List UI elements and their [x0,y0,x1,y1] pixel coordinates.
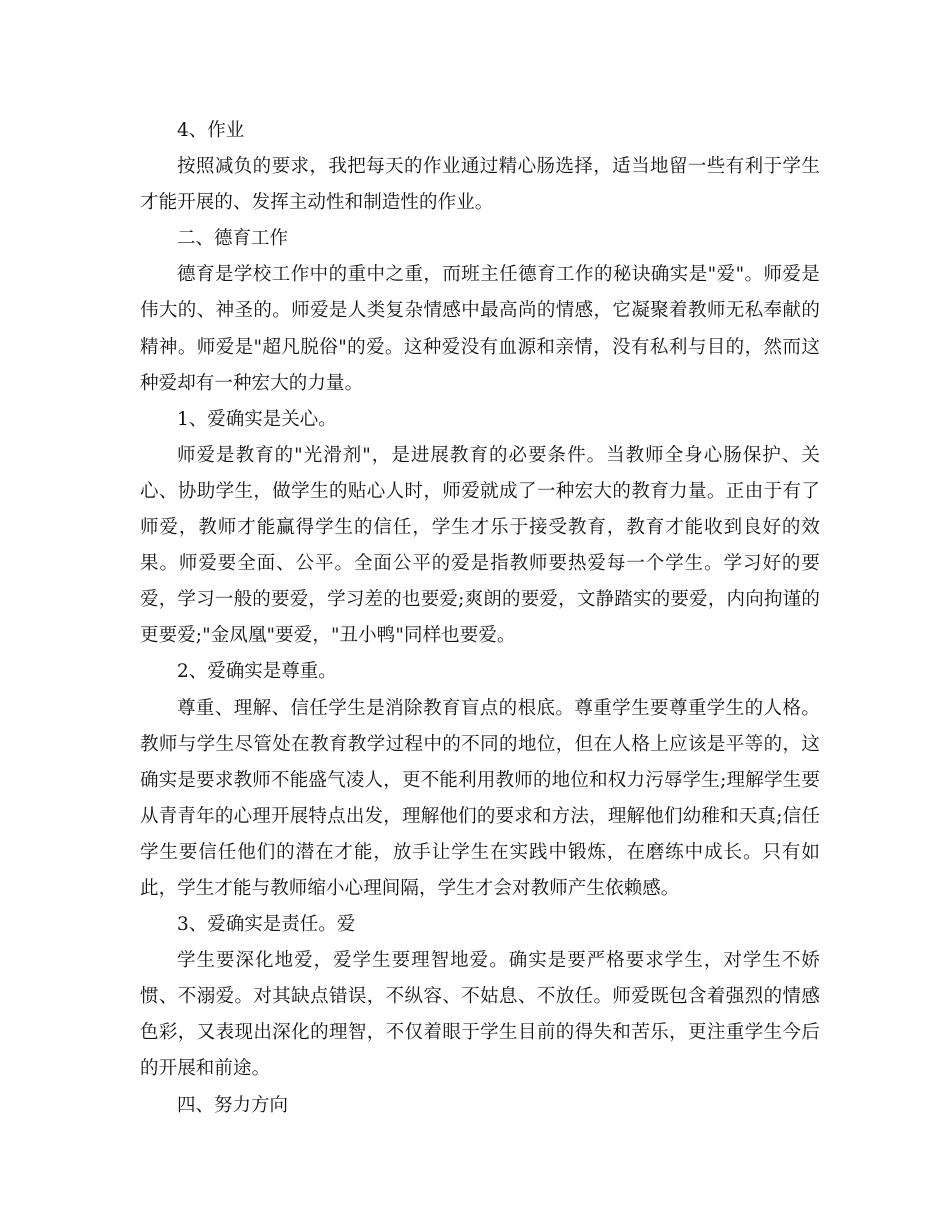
para-love-respect: 尊重、理解、信任学生是消除教育盲点的根底。尊重学生要尊重学生的人格。教师与学生尽管处在教育教学过程中的不同的地位，但在人格上应该是平等的，这确实是要求教师不能盛气凌人，更不能利用教师的地位和权力污辱学生;理解学生要从青青年的心理开展特点出发，理解他们的要求和方法，理解他们幼稚和天真;信任学生要信任他们的潜在才能，放手让学生在实践中锻炼，在磨练中成长。只有如此，学生才能与教师缩小心理间隔，学生才会对教师产生依赖感。 [140,697,820,899]
heading-effort-direction: 四、努力方向 [177,1094,289,1116]
para-moral-education: 德育是学校工作中的重中之重，而班主任德育工作的秘诀确实是"爱"。师爱是伟大的、神圣的。师爱是人类复杂情感中最高尚的情感，它凝聚着教师无私奉献的精神。师爱是"超凡脱俗"的爱。这种爱没有血源和亲情，没有私利与目的，然而这种爱却有一种宏大的力量。 [140,264,820,394]
heading-moral-education: 二、德育工作 [177,228,289,250]
heading-love-responsibility: 3、爱确实是责任。爱 [177,914,356,936]
document-body [140,113,820,1124]
heading-love-care: 1、爱确实是关心。 [177,408,337,430]
para-love-care: 师爱是教育的"光滑剂"，是进展教育的必要条件。当教师全身心肠保护、关心、协助学生，做学生的贴心人时，师爱就成了一种宏大的教育力量。正由于有了师爱，教师才能赢得学生的信任，学生才乐于接受教育，教育才能收到良好的效果。师爱要全面、公平。全面公平的爱是指教师要热爱每一个学生。学习好的要爱，学习一般的要爱，学习差的也要爱;爽朗的要爱，文静踏实的要爱，内向拘谨的更要爱;"金凤凰"要爱，"丑小鸭"同样也要爱。 [140,444,820,647]
para-homework: 按照减负的要求，我把每天的作业通过精心肠选择，适当地留一些有利于学生才能开展的、发挥主动性和制造性的作业。 [140,156,820,214]
para-love-responsibility: 学生要深化地爱，爱学生要理智地爱。确实是要严格要求学生，对学生不娇惯、不溺爱。对其缺点错误，不纵容、不姑息、不放任。师爱既包含着强烈的情感色彩，又表现出深化的理智，不仅着眼于学生目前的得失和苦乐，更注重学生今后的开展和前途。 [140,950,820,1080]
heading-homework: 4、作业 [177,120,245,141]
heading-love-respect: 2、爱确实是尊重。 [177,661,337,683]
